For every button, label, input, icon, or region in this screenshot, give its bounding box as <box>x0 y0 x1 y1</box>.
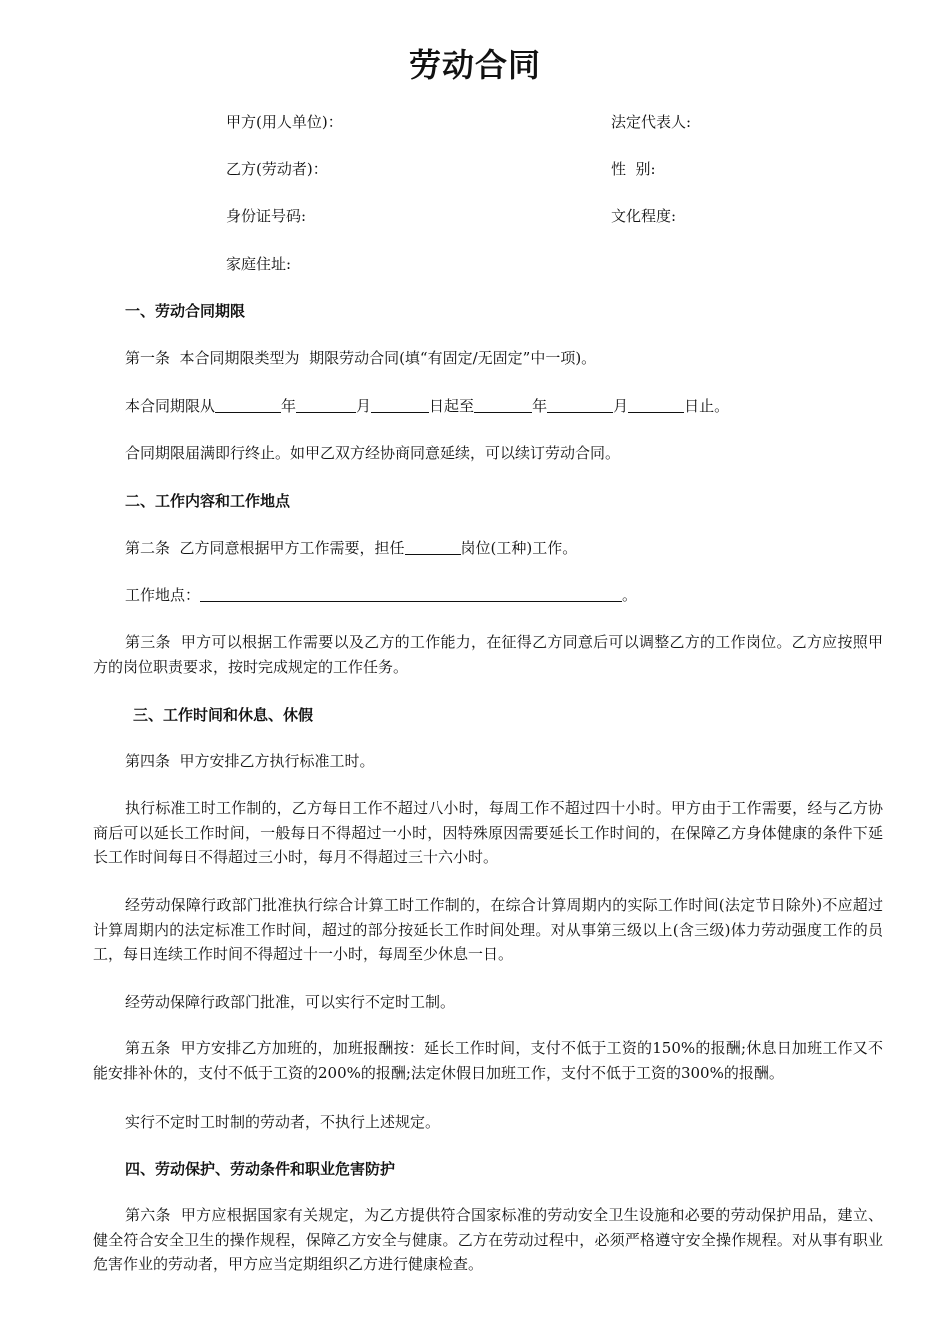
address-label: 家庭住址: <box>226 255 292 273</box>
start-month-blank[interactable] <box>296 396 356 413</box>
article-2 <box>125 538 577 558</box>
flexible-hours-clause: 经劳动保障行政部门批准，可以实行不定时工制。 <box>125 993 456 1011</box>
standard-hours-clause: 执行标准工时工作制的，乙方每日工作不超过八小时，每周工作不超过四十小时。甲方由于工作需要，经与乙方协商后可以延长工作时间，一般每日不得超过一小时，因特殊原因需要延长工作时间的，在保障乙方身体健康的条件下延长工作时间每日不得超过三小时，每月不得超过三十六小时。 <box>93 799 883 866</box>
article-3: 第三条 甲方可以根据工作需要以及乙方的工作能力，在征得乙方同意后可以调整乙方的工作岗位。乙方应按照甲方的岗位职责要求，按时完成规定的工作任务。 <box>93 633 883 676</box>
start-year-blank[interactable] <box>215 396 281 413</box>
term-year-1: 年 <box>281 397 297 415</box>
work-location-label: 工作地点： <box>125 586 201 604</box>
term-month-1: 月 <box>356 397 372 415</box>
section-heading-hours: 三、工作时间和休息、休假 <box>133 706 314 724</box>
end-day-blank[interactable] <box>628 396 684 413</box>
article-6: 第六条 甲方应根据国家有关规定，为乙方提供符合国家标准的劳动安全卫生设施和必要的劳动保护用品，建立、健全符合安全卫生的操作规程，保障乙方安全与健康。乙方在劳动过程中，必须严格遵守安全操作规程。对从事有职业危害作业的劳动者，甲方应当定期组织乙方进行健康检查。 <box>93 1206 883 1273</box>
article-2-suffix: 岗位(工种)工作。 <box>460 539 578 557</box>
comprehensive-hours-clause: 经劳动保障行政部门批准执行综合计算工时工作制的，在综合计算周期内的实际工作时间(法定节日除外)不应超过计算周期内的法定标准工作时间，超过的部分按延长工作时间处理。对从事第三级以上(含三级)体力劳动强度工作的员工，每日连续工作时间不得超过十一小时，每周至少休息一日。 <box>93 896 883 963</box>
section-heading-term: 一、劳动合同期限 <box>125 302 246 320</box>
end-year-blank[interactable] <box>474 396 532 413</box>
section-heading-protection: 四、劳动保护、劳动条件和职业危害防护 <box>125 1160 396 1178</box>
renewal-clause: 合同期限届满即行终止。如甲乙双方经协商同意延续，可以续订劳动合同。 <box>125 444 621 462</box>
legal-rep-label: 法定代表人: <box>611 113 692 131</box>
article-5: 第五条 甲方安排乙方加班的，加班报酬按：延长工作时间，支付不低于工资的150%的报酬;休息日加班工作又不能安排补休的，支付不低于工资的200%的报酬;法定休假日加班工作，支付不低于工资的300%的报酬。 <box>93 1039 883 1082</box>
article-1: 第一条 本合同期限类型为 期限劳动合同(填“有固定/无固定”中一项)。 <box>125 349 597 367</box>
contract-term-line <box>125 396 729 416</box>
section-heading-work: 二、工作内容和工作地点 <box>125 492 291 510</box>
start-day-blank[interactable] <box>371 396 429 413</box>
work-location-blank[interactable] <box>200 585 622 602</box>
employer-label: 甲方(用人单位)： <box>226 113 343 131</box>
work-location-end: 。 <box>622 586 638 604</box>
exemption-clause: 实行不定时工时制的劳动者，不执行上述规定。 <box>125 1113 441 1131</box>
work-location-line <box>125 585 637 605</box>
term-day-1: 日起至 <box>429 397 475 415</box>
position-blank[interactable] <box>405 538 461 555</box>
term-prefix: 本合同期限从 <box>125 397 216 415</box>
end-month-blank[interactable] <box>547 396 613 413</box>
article-2-prefix: 第二条 乙方同意根据甲方工作需要，担任 <box>125 539 405 557</box>
term-year-2: 年 <box>532 397 548 415</box>
term-month-2: 月 <box>613 397 629 415</box>
employee-label: 乙方(劳动者)： <box>226 160 328 178</box>
document-title: 劳动合同 <box>408 46 541 84</box>
term-day-2: 日止。 <box>684 397 730 415</box>
article-4: 第四条 甲方安排乙方执行标准工时。 <box>125 752 375 770</box>
education-label: 文化程度: <box>611 207 677 225</box>
id-number-label: 身份证号码: <box>226 207 307 225</box>
gender-label: 性 别: <box>611 160 656 178</box>
